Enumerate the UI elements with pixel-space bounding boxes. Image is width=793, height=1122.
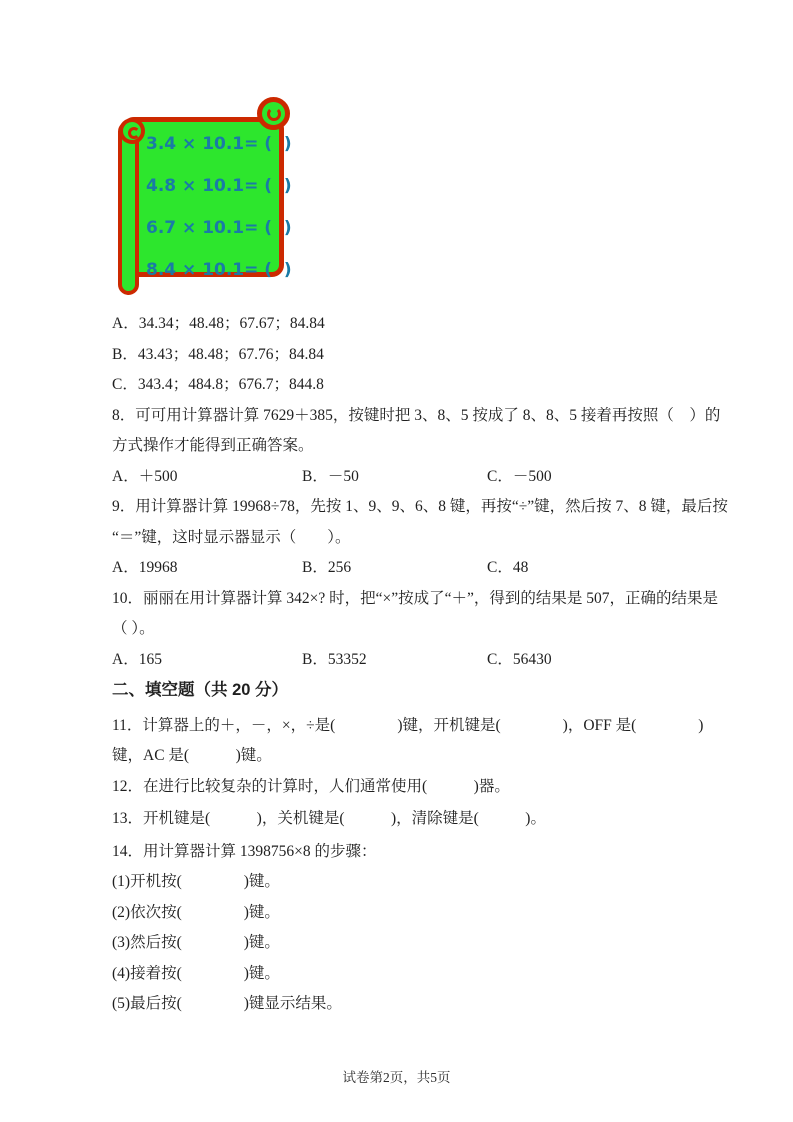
q14-step-5: (5)最后按( )键显示结果。 [112, 995, 342, 1012]
q10-text-line2: （ ）。 [112, 620, 155, 637]
q9-options [112, 553, 687, 584]
q9-option-a: A．19968 [112, 559, 178, 576]
q14-step-1: (1)开机按( )键。 [112, 873, 280, 890]
q9-option-b: B．256 [302, 559, 352, 576]
q13-text: 13．开机键是( )，关机键是( )，清除键是( )。 [112, 810, 546, 827]
q7-options [112, 309, 687, 401]
q14-step-2: (2)依次按( )键。 [112, 903, 280, 921]
math-scroll-graphic [118, 97, 296, 297]
q7-option-a: A．34.34；48.48；67.67；84.84 [112, 315, 325, 332]
q8-option-b: B．－50 [302, 467, 359, 485]
q8-option-c: C．－500 [487, 467, 552, 485]
page-footer: 试卷第2页，共5页 [342, 1070, 451, 1085]
q11-text-line1: 11．计算器上的＋，－，×，÷是( )键，开机键是( )，OFF 是( ) [112, 716, 704, 734]
q10-options [112, 645, 687, 676]
q8-options [112, 462, 687, 493]
q10-option-b: B．53352 [302, 650, 367, 668]
scroll-left-roll [118, 121, 139, 295]
q10-option-a: A．165 [112, 650, 162, 668]
q8-text-line2: 方式操作才能得到正确答案。 [112, 437, 314, 454]
q10-option-c: C．56430 [487, 650, 552, 668]
q9-option-c: C．48 [487, 559, 529, 576]
scroll-equation-3: 6.7 × 10.1= ( ) [146, 218, 292, 238]
q14-step-4: (4)接着按( )键。 [112, 964, 280, 982]
exam-content [112, 0, 728, 1020]
q7-option-c: C．343.4；484.8；676.7；844.8 [112, 376, 324, 393]
q9-text-line1: 9．用计算器计算 19968÷78，先按 1、9、9、6、8 键，再按“÷”键，然后按 7、8 键，最后按 [112, 498, 728, 515]
scroll-equations [146, 123, 292, 291]
scroll-equation-4: 8.4 × 10.1= ( ) [146, 260, 292, 280]
q11-text-line2: 键，AC 是( )键。 [112, 747, 272, 764]
q14-step-3: (3)然后按( )键。 [112, 934, 280, 951]
q12-text: 12．在进行比较复杂的计算时，人们通常使用( )器。 [112, 777, 510, 795]
scroll-equation-1: 3.4 × 10.1= ( ) [146, 134, 292, 154]
scroll-curl-top-left-icon [119, 118, 145, 144]
q8-option-a: A．＋500 [112, 467, 178, 485]
section2-heading: 二、填空题（共 20 分） [112, 681, 289, 699]
q8-text-line1: 8．可可用计算器计算 7629＋385，按键时把 3、8、5 按成了 8、8、5 接着再按照（ ）的 [112, 406, 721, 424]
scroll-equation-2: 4.8 × 10.1= ( ) [146, 176, 292, 196]
q14-intro: 14．用计算器计算 1398756×8 的步骤： [112, 842, 377, 860]
q10-text-line1: 10．丽丽在用计算器计算 342×? 时，把“×”按成了“＋”，得到的结果是 507，正确的结果是 [112, 589, 719, 607]
q9-text-line2: “＝”键，这时显示器显示（ ）。 [112, 528, 351, 546]
q7-option-b: B．43.43；48.48；67.76；84.84 [112, 345, 324, 363]
